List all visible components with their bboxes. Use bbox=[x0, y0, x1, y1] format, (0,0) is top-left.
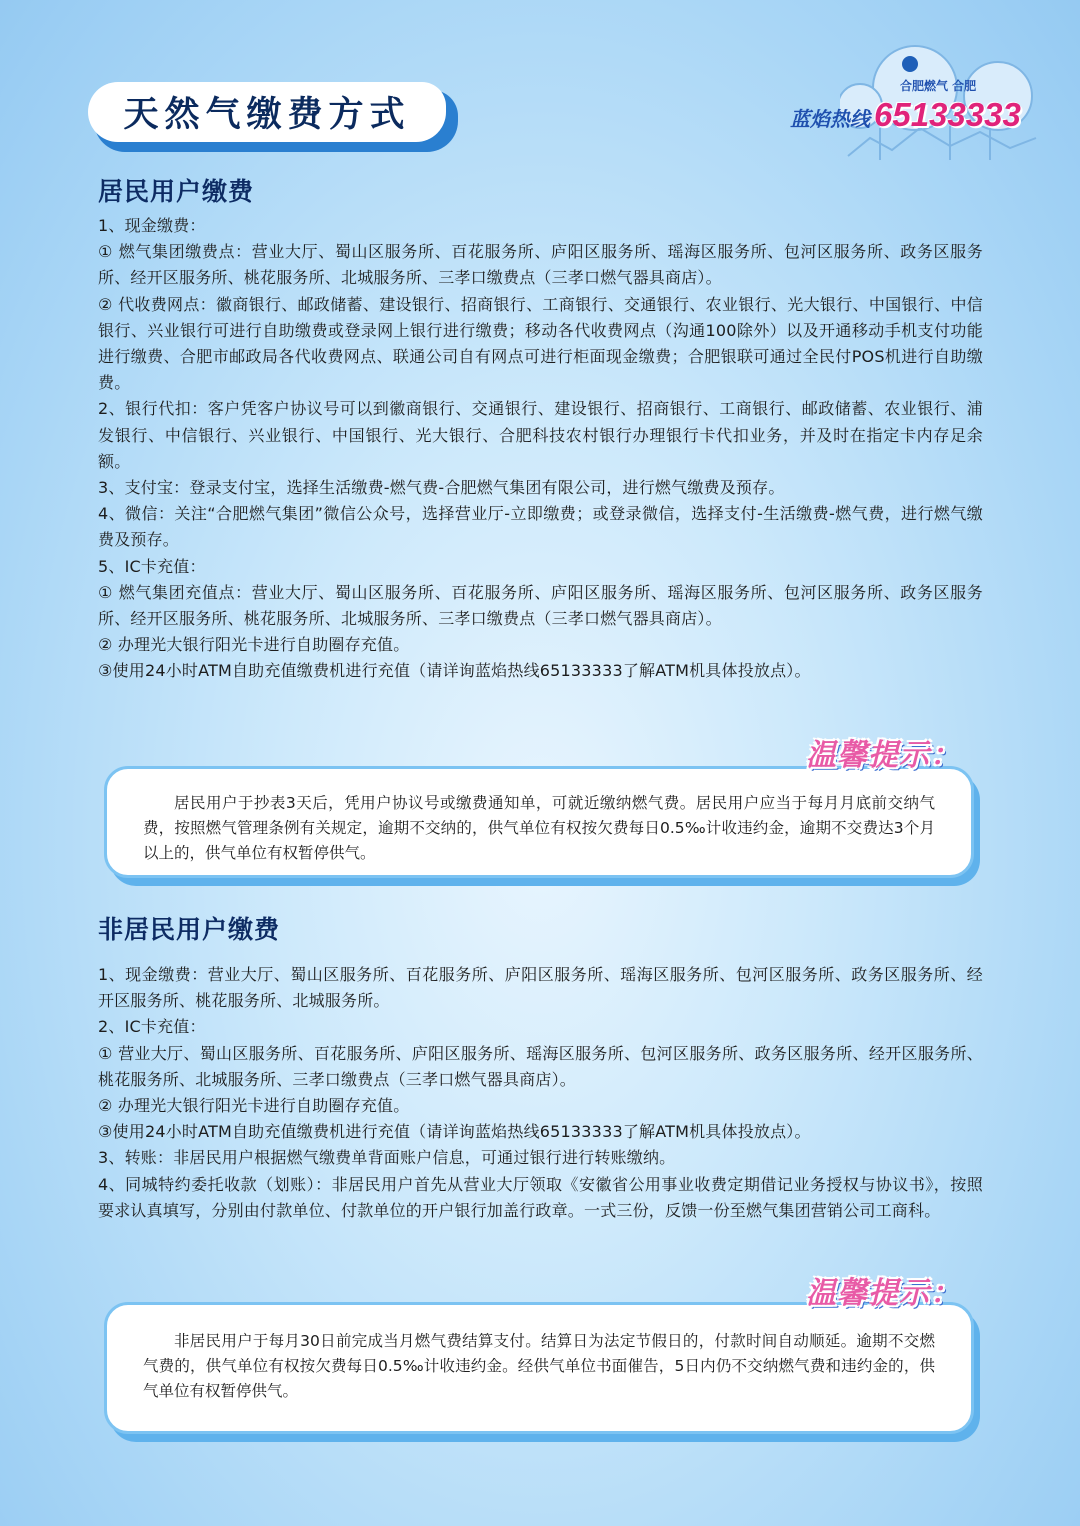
tank-logo-text: 合肥燃气 合肥 bbox=[900, 79, 977, 93]
non-residential-line: ② 办理光大银行阳光卡进行自助圈存充值。 bbox=[98, 1096, 410, 1116]
residential-tip-card bbox=[104, 766, 974, 878]
hotline-label: 蓝焰热线 bbox=[790, 107, 870, 131]
non-residential-line: 1、现金缴费：营业大厅、蜀山区服务所、百花服务所、庐阳区服务所、瑶海区服务所、包河区服务所、政务区服务所、经开区服务所、桃花服务所、北城服务所。 bbox=[98, 965, 983, 1011]
residential-line: 5、IC卡充值： bbox=[98, 556, 206, 576]
non-residential-line: ① 营业大厅、蜀山区服务所、百花服务所、庐阳区服务所、瑶海区服务所、包河区服务所、政务区服务所、经开区服务所、桃花服务所、北城服务所、三孝口缴费点（三孝口燃气器具商店）。 bbox=[98, 1043, 983, 1089]
residential-content bbox=[98, 213, 983, 685]
residential-line: 3、支付宝：登录支付宝，选择生活缴费-燃气费-合肥燃气集团有限公司，进行燃气缴费及预存。 bbox=[98, 478, 785, 498]
non-residential-line: ③使用24小时ATM自助充值缴费机进行充值（请详询蓝焰热线65133333了解ATM机具体投放点）。 bbox=[98, 1122, 811, 1142]
hotline bbox=[790, 96, 1021, 134]
residential-line: 2、银行代扣：客户凭客户协议号可以到徽商银行、交通银行、建设银行、招商银行、工商银行、邮政储蓄、农业银行、浦发银行、中信银行、兴业银行、中国银行、光大银行、合肥科技农村银行办理银行卡代扣业务，并及时在指定卡内存足余额。 bbox=[98, 399, 983, 471]
non-residential-tip-box bbox=[104, 1302, 974, 1434]
residential-section-title: 居民用户缴费 bbox=[98, 177, 255, 206]
company-logo-icon bbox=[902, 56, 918, 72]
non-residential-line: 3、转账：非居民用户根据燃气缴费单背面账户信息，可通过银行进行转账缴纳。 bbox=[98, 1148, 676, 1168]
non-residential-tip-label: 温馨提示： bbox=[806, 1276, 961, 1311]
residential-tip-label: 温馨提示： bbox=[806, 738, 961, 773]
title-pill bbox=[88, 82, 446, 142]
non-residential-line: 2、IC卡充值： bbox=[98, 1017, 206, 1037]
non-residential-line: 4、同城特约委托收款（划账）：非居民用户首先从营业大厅领取《安徽省公用事业收费定期借记业务授权与协议书》，按照要求认真填写，分别由付款单位、付款单位的开户银行加盖行政章。一式三份，反馈一份至燃气集团营销公司工商科。 bbox=[98, 1174, 983, 1220]
non-residential-tip-card bbox=[104, 1302, 974, 1434]
residential-line: 1、现金缴费： bbox=[98, 216, 206, 235]
residential-line: ③使用24小时ATM自助充值缴费机进行充值（请详询蓝焰热线65133333了解ATM机具体投放点）。 bbox=[98, 661, 811, 681]
residential-tip-text: 居民用户于抄表3天后，凭用户协议号或缴费通知单，可就近缴纳燃气费。居民用户应当于每月月底前交纳气费，按照燃气管理条例有关规定，逾期不交纳的，供气单位有权按欠费每日0.5‰计收违约金，逾期不交费达3个月以上的，供气单位有权暂停供气。 bbox=[143, 794, 935, 862]
residential-line: ① 燃气集团充值点：营业大厅、蜀山区服务所、百花服务所、庐阳区服务所、瑶海区服务所、包河区服务所、政务区服务所、经开区服务所、桃花服务所、北城服务所、三孝口缴费点（三孝口燃气器具商店）。 bbox=[98, 582, 983, 629]
title-banner bbox=[88, 82, 456, 152]
residential-line: ② 办理光大银行阳光卡进行自助圈存充值。 bbox=[98, 635, 410, 655]
residential-line: ① 燃气集团缴费点：营业大厅、蜀山区服务所、百花服务所、庐阳区服务所、瑶海区服务所、包河区服务所、政务区服务所、经开区服务所、桃花服务所、北城服务所、三孝口缴费点（三孝口燃气器具商店）。 bbox=[98, 242, 983, 288]
non-residential-tip-text: 非居民用户于每月30日前完成当月燃气费结算支付。结算日为法定节假日的，付款时间自动顺延。逾期不交燃气费的，供气单位有权按欠费每日0.5‰计收违约金。经供气单位书面催告，5日内仍不交纳燃气费和违约金的，供气单位有权暂停供气。 bbox=[143, 1332, 935, 1400]
non-residential-section-title: 非居民用户缴费 bbox=[98, 915, 281, 944]
non-residential-content bbox=[98, 962, 983, 1224]
residential-line: ② 代收费网点：徽商银行、邮政储蓄、建设银行、招商银行、工商银行、交通银行、农业银行、光大银行、中国银行、中信银行、兴业银行可进行自助缴费或登录网上银行进行缴费；移动各代收费网点（沟通100除外）以及开通移动手机支付功能进行缴费、合肥市邮政局各代收费网点、联通公司自有网点可进行柜面现金缴费；合肥银联可通过全民付POS机进行自助缴费。 bbox=[98, 294, 983, 393]
hotline-number: 65133333 bbox=[874, 96, 1021, 133]
page-title: 天然气缴费方式 bbox=[123, 95, 411, 135]
residential-tip-box bbox=[104, 766, 974, 878]
residential-line: 4、微信：关注“合肥燃气集团”微信公众号，选择营业厅-立即缴费；或登录微信，选择支付-生活缴费-燃气费，进行燃气缴费及预存。 bbox=[98, 504, 983, 550]
